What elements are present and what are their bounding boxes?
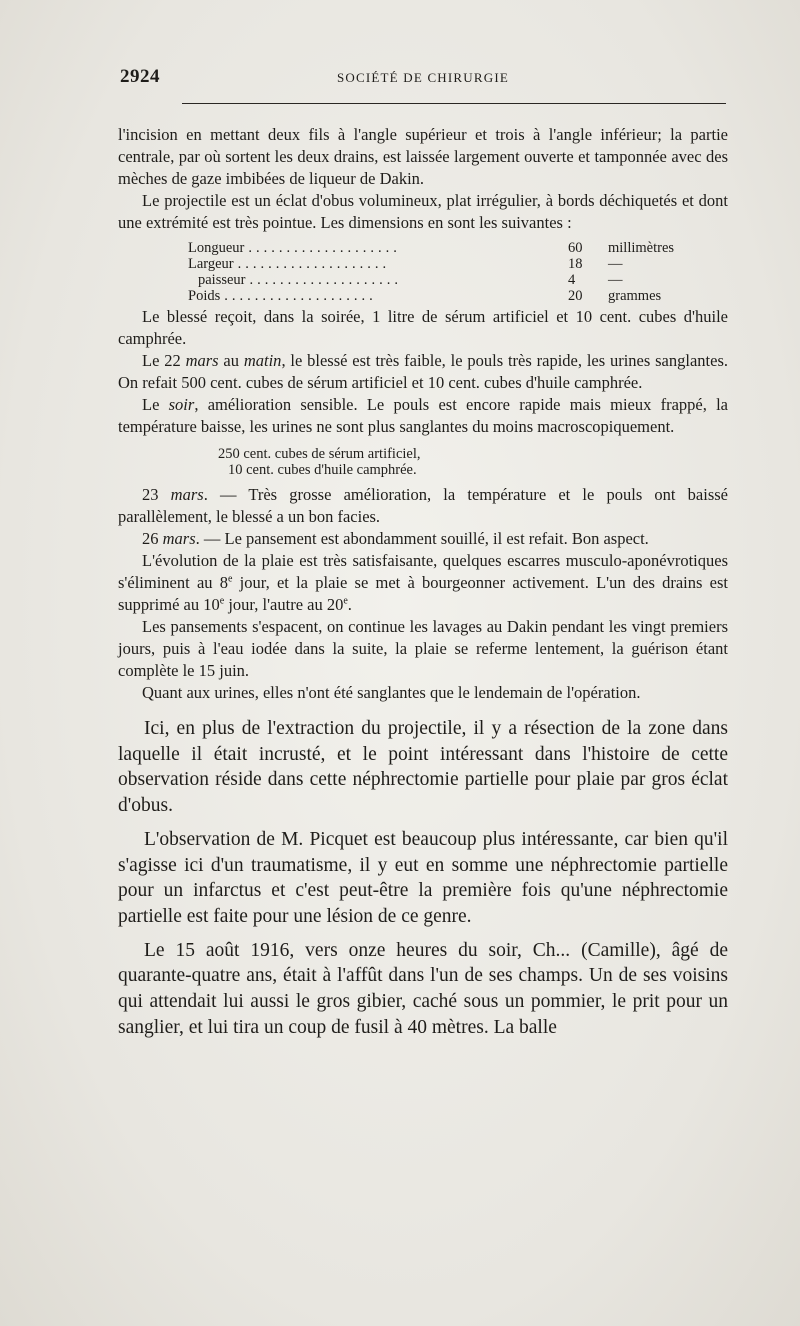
dimension-row bbox=[188, 256, 672, 272]
dimension-label: Poids bbox=[188, 288, 221, 304]
paragraph-projectile: Le projectile est un éclat d'obus volumineux, plat irrégulier, à bords déchiquetés et dont une extrémité est très pointue. Les dimensions en sont les suivantes : bbox=[118, 191, 728, 232]
dimension-row bbox=[188, 272, 672, 288]
dot-leader: .................... bbox=[224, 288, 377, 304]
dimension-value: 60 bbox=[568, 240, 583, 256]
paragraph-incision: l'incision en mettant deux fils à l'angle supérieur et trois à l'angle inférieur; la partie centrale, par où sortent les deux drains, est laissée largement ouverte et tamponnée avec des mèches de gaze imbibées de liqueur de Dakin. bbox=[118, 125, 728, 188]
commentary-paragraph: Le 15 août 1916, vers onze heures du soir, Ch... (Camille), âgé de quarante-quatre ans, était à l'affût dans l'un de ses champs. Un de ses voisins qui attendait lui aussi le gros gibier, caché sous un pommier, le prit pour un sanglier, et lui tira un coup de fusil à 40 mètres. La balle bbox=[118, 939, 728, 1038]
dimension-unit: grammes bbox=[608, 288, 662, 304]
paragraph-march-22: Le 22 mars au matin, le blessé est très faible, le pouls très rapide, les urines sanglantes. On refait 500 cent. cubes de sérum artificiel et 10 cent. cubes d'huile camphrée. bbox=[118, 351, 728, 392]
paragraph-evolution: L'évolution de la plaie est très satisfaisante, quelques escarres musculo-aponévrotiques s'éliminent au 8e jour, et la plaie se met à bourgeonner activement. L'un des drains est supprimé au 10e jour, l'autre au 20e. bbox=[118, 551, 728, 614]
dimension-row bbox=[188, 288, 672, 304]
dimension-value: 4 bbox=[568, 272, 576, 288]
page-body bbox=[118, 124, 728, 1040]
dimensions-table bbox=[188, 240, 675, 304]
dot-leader: .................... bbox=[237, 256, 391, 272]
commentary-paragraph: Ici, en plus de l'extraction du projectile, il y a résection de la zone dans laquelle il était incrusté, et le point intéressant dans l'histoire de cette observation réside dans cette néphrectomie partielle pour plaie par gros éclat d'obus. bbox=[118, 718, 728, 817]
dot-leader: .................... bbox=[248, 240, 401, 256]
page-number: 2924 bbox=[120, 66, 160, 87]
dimension-label: Longueur bbox=[188, 240, 245, 256]
header-rule bbox=[182, 103, 726, 104]
treatment-item: 10 cent. cubes d'huile camphrée. bbox=[228, 462, 417, 478]
commentary-paragraph: L'observation de M. Picquet est beaucoup plus intéressante, car bien qu'il s'agisse ici d'un traumatisme, il y eut en somme une néphrectomie partielle pour un infarctus et c'est peut-être la première fois qu'une néphrectomie partielle est faite pour une lésion de ce genre. bbox=[118, 828, 728, 927]
dot-leader: .................... bbox=[249, 272, 403, 288]
dimension-row bbox=[188, 240, 675, 256]
paragraph-march-23: 23 mars. — Très grosse amélioration, la température et le pouls ont baissé parallèlement, le blessé a un bon facies. bbox=[118, 485, 728, 526]
dimension-unit: millimètres bbox=[608, 240, 675, 256]
dimension-label: Largeur bbox=[188, 256, 234, 272]
paragraph-evening: Le blessé reçoit, dans la soirée, 1 litre de sérum artificiel et 10 cent. cubes d'huile camphrée. bbox=[118, 307, 728, 348]
paragraph-dressings: Les pansements s'espacent, on continue les lavages au Dakin pendant les vingt premiers jours, puis à l'eau iodée dans la suite, la plaie se referme lentement, la guérison étant complète le 15 juin. bbox=[118, 617, 728, 680]
page-header bbox=[120, 66, 726, 92]
running-title: SOCIÉTÉ DE CHIRURGIE bbox=[336, 70, 510, 85]
dimension-unit: — bbox=[608, 272, 623, 288]
dimension-unit: — bbox=[608, 256, 623, 272]
paragraph-urines: Quant aux urines, elles n'ont été sanglantes que le lendemain de l'opération. bbox=[142, 683, 641, 702]
commentary-section bbox=[118, 716, 728, 1040]
paragraph-march-26: 26 mars. — Le pansement est abondamment souillé, il est refait. Bon aspect. bbox=[142, 529, 649, 548]
dimension-value: 18 bbox=[568, 256, 583, 272]
dimension-value: 20 bbox=[568, 288, 583, 304]
treatment-list bbox=[218, 446, 728, 478]
paragraph-evening-improvement: Le soir, amélioration sensible. Le pouls est encore rapide mais mieux frappé, la température baisse, les urines ne sont plus sanglantes du moins macroscopiquement. bbox=[118, 395, 728, 436]
treatment-item: 250 cent. cubes de sérum artificiel, bbox=[218, 446, 421, 462]
dimension-label: paisseur bbox=[198, 272, 246, 288]
